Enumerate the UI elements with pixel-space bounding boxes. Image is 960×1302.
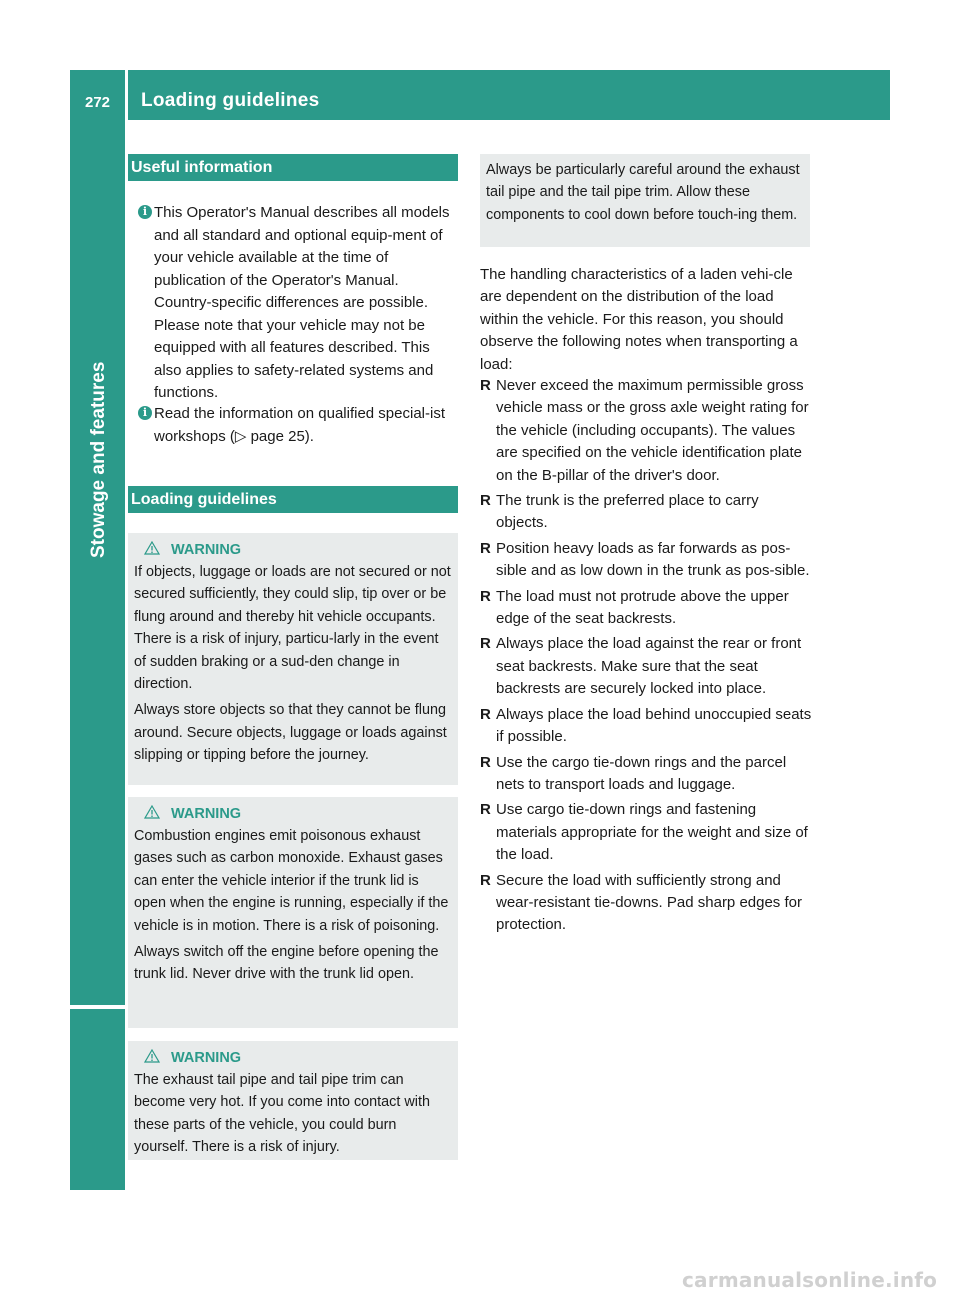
bullet-marker: R [480, 539, 491, 557]
warning-box-exhaust-gases [128, 797, 458, 1028]
warning-heading [134, 539, 452, 561]
list-item [480, 704, 812, 749]
warning-text: Combustion engines emit poisonous exhaust gases such as carbon monoxide. Exhaust gases can enter the vehicle interior if the trunk lid is open when the engine is running, especially if the vehicle is in motion. There is a risk of poisoning. [134, 828, 449, 934]
page-title: Loading guidelines [141, 90, 320, 111]
list-item [480, 752, 812, 797]
bullet-marker: R [480, 871, 491, 889]
warning-text: If objects, luggage or loads are not secured or not secured sufficiently, they could slip, tip over or be flung around and thereby hit vehicle occupants. There is a risk of injury, particu-larly in the event of sudden braking or a sud-den change in direction. [134, 564, 451, 693]
list-item-text: Secure the load with sufficiently strong and wear-resistant tie-downs. Pad sharp edges for protection. [496, 871, 802, 934]
warning-text: The exhaust tail pipe and tail pipe trim can become very hot. If you come into contact with these parts of the vehicle, you could burn yourself. There is a risk of injury. [134, 1072, 430, 1156]
header-divider [125, 70, 128, 120]
list-item-text: Use the cargo tie-down rings and the parcel nets to transport loads and luggage. [496, 753, 787, 793]
list-item-text: The load must not protrude above the upper edge of the seat backrests. [496, 587, 789, 628]
bullet-marker: R [480, 635, 491, 653]
watermark: carmanualsonline.info [682, 1268, 938, 1292]
warning-label: WARNING [171, 542, 242, 558]
warning-instruction: Always store objects so that they cannot be flung around. Secure objects, luggage or loads against slipping or tipping before the journey. [134, 702, 447, 764]
info-icon: i [138, 205, 152, 219]
warning-box-secure-objects [128, 533, 458, 785]
warning-continuation-box [480, 154, 810, 247]
warning-heading [134, 803, 452, 825]
list-item-text: The trunk is the preferred place to carry objects. [496, 492, 759, 532]
info-icon: i [138, 406, 152, 420]
loading-guidelines-heading: Loading guidelines [128, 486, 458, 513]
list-item [480, 799, 812, 866]
list-item [480, 538, 812, 583]
side-tab-separator [70, 1005, 125, 1009]
info-item-operators-manual [138, 202, 460, 405]
list-item-text: Always place the load against the rear or front seat backrests. Make sure that the seat backrests are securely locked into place. [496, 635, 802, 698]
warning-box-hot-exhaust [128, 1041, 458, 1160]
list-item [480, 375, 812, 487]
page-number: 272 [84, 94, 111, 111]
warning-label: WARNING [171, 1050, 242, 1066]
bullet-marker: R [480, 377, 491, 394]
list-item-text: Never exceed the maximum permissible gross vehicle mass or the gross axle weight rating for the vehicle (including occupants). The values are specified on the vehicle identification plate on the B-pillar of the driver's door. [496, 377, 809, 484]
side-tab-block [70, 1005, 125, 1190]
warning-label: WARNING [171, 806, 242, 822]
handling-intro-paragraph: The handling characteristics of a laden vehi-cle are dependent on the distribution of the load within the vehicle. For this reason, you should observe the following notes when transporting a load: [480, 266, 798, 373]
bullet-marker: R [480, 492, 491, 510]
loading-rules-list [480, 375, 812, 940]
list-item-text: Always place the load behind unoccupied seats if possible. [496, 705, 812, 746]
warning-continuation-text: Always be particularly careful around the exhaust tail pipe and the tail pipe trim. Allow these components to cool down before touch-ing them. [486, 162, 800, 223]
list-item [480, 490, 812, 535]
list-item [480, 870, 812, 937]
info-text: Read the information on qualified special-ist workshops (▷ page 25). [154, 405, 445, 445]
useful-information-heading: Useful information [128, 154, 458, 181]
list-item [480, 586, 812, 631]
bullet-marker: R [480, 753, 491, 771]
bullet-marker: R [480, 801, 491, 819]
warning-instruction: Always switch off the engine before opening the trunk lid. Never drive with the trunk lid open. [134, 944, 439, 983]
warning-heading [134, 1047, 452, 1069]
warning-triangle-icon [144, 1049, 160, 1063]
bullet-marker: R [480, 587, 491, 605]
warning-triangle-icon [144, 805, 160, 819]
info-text: This Operator's Manual describes all models and all standard and optional equip-ment of your vehicle available at the time of publication of the Operator's Manual. Country-specific differences are possible. Please note that your vehicle may not be equipped with all features described. This also applies to safety-related systems and functions. [154, 204, 450, 401]
list-item-text: Position heavy loads as far forwards as pos-sible and as low down in the trunk as pos-sible. [496, 539, 810, 580]
list-item-text: Use cargo tie-down rings and fastening materials appropriate for the weight and size of the load. [496, 801, 808, 864]
warning-triangle-icon [144, 541, 160, 555]
bullet-marker: R [480, 705, 491, 723]
info-item-workshops [138, 403, 460, 448]
list-item [480, 633, 812, 700]
side-tab-label: Stowage and features [88, 361, 109, 559]
